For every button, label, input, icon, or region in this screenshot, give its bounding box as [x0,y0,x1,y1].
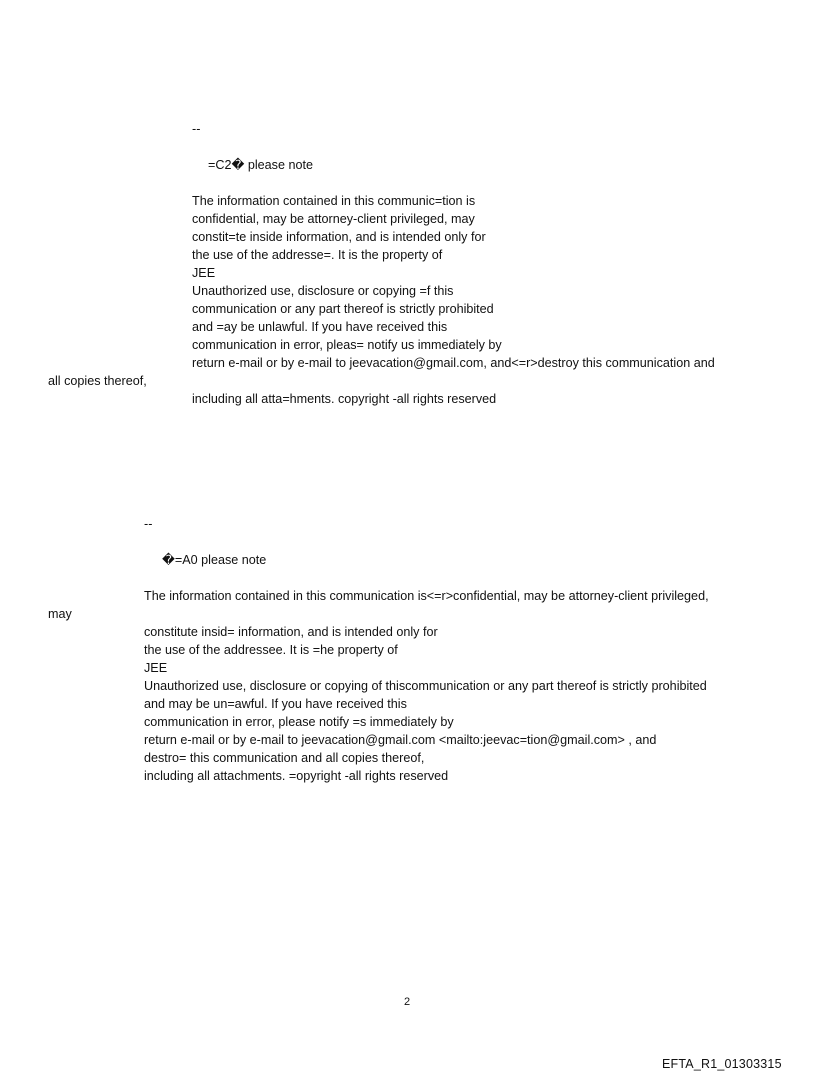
block2-line: Unauthorized use, disclosure or copying of thiscommunication or any part thereof is strictly prohibited [144,679,707,693]
please-note-1: =C2� please note [208,158,313,172]
block1-line: constit=te inside information, and is intended only for [192,230,486,244]
block2-line: communication in error, please notify =s immediately by [144,715,454,729]
document-id: EFTA_R1_01303315 [662,1057,782,1071]
block1-line: communication or any part thereof is strictly prohibited [192,302,494,316]
block1-wrap-line: all copies thereof, [48,374,147,388]
block2-line: constitute insid= information, and is intended only for [144,625,438,639]
please-note-2: �=A0 please note [162,553,267,567]
block1-line: communication in error, pleas= notify us immediately by [192,338,502,352]
block2-wrap-line: may [48,607,72,621]
block1-line: including all atta=hments. copyright -all rights reserved [192,392,497,406]
block2-line: destro= this communication and all copies thereof, [144,751,425,765]
block1-line: the use of the addresse=. It is the property of [192,248,443,262]
block2-line: return e-mail or by e-mail to jeevacation@gmail.com <mailto:jeevac=tion@gmail.com> , and [144,733,657,747]
block2-line: JEE [144,661,168,675]
separator-dashes-2: -- [144,517,153,531]
block1-line: Unauthorized use, disclosure or copying =f this [192,284,454,298]
block1-line: and =ay be unlawful. If you have received this [192,320,448,334]
separator-dashes-1: -- [192,122,201,136]
block2-line: and may be un=awful. If you have received this [144,697,407,711]
block2-line: the use of the addressee. It is =he property of [144,643,398,657]
block1-line: return e-mail or by e-mail to jeevacation@gmail.com, and<=r>destroy this communication and [192,356,715,370]
block2-line: The information contained in this communication is<=r>confidential, may be attorney-client privileged, [144,589,709,603]
block1-line: The information contained in this communic=tion is [192,194,476,208]
block2-line: including all attachments. =opyright -all rights reserved [144,769,449,783]
page-number: 2 [404,996,411,1008]
block1-line: JEE [192,266,216,280]
block1-line: confidential, may be attorney-client privileged, may [192,212,475,226]
